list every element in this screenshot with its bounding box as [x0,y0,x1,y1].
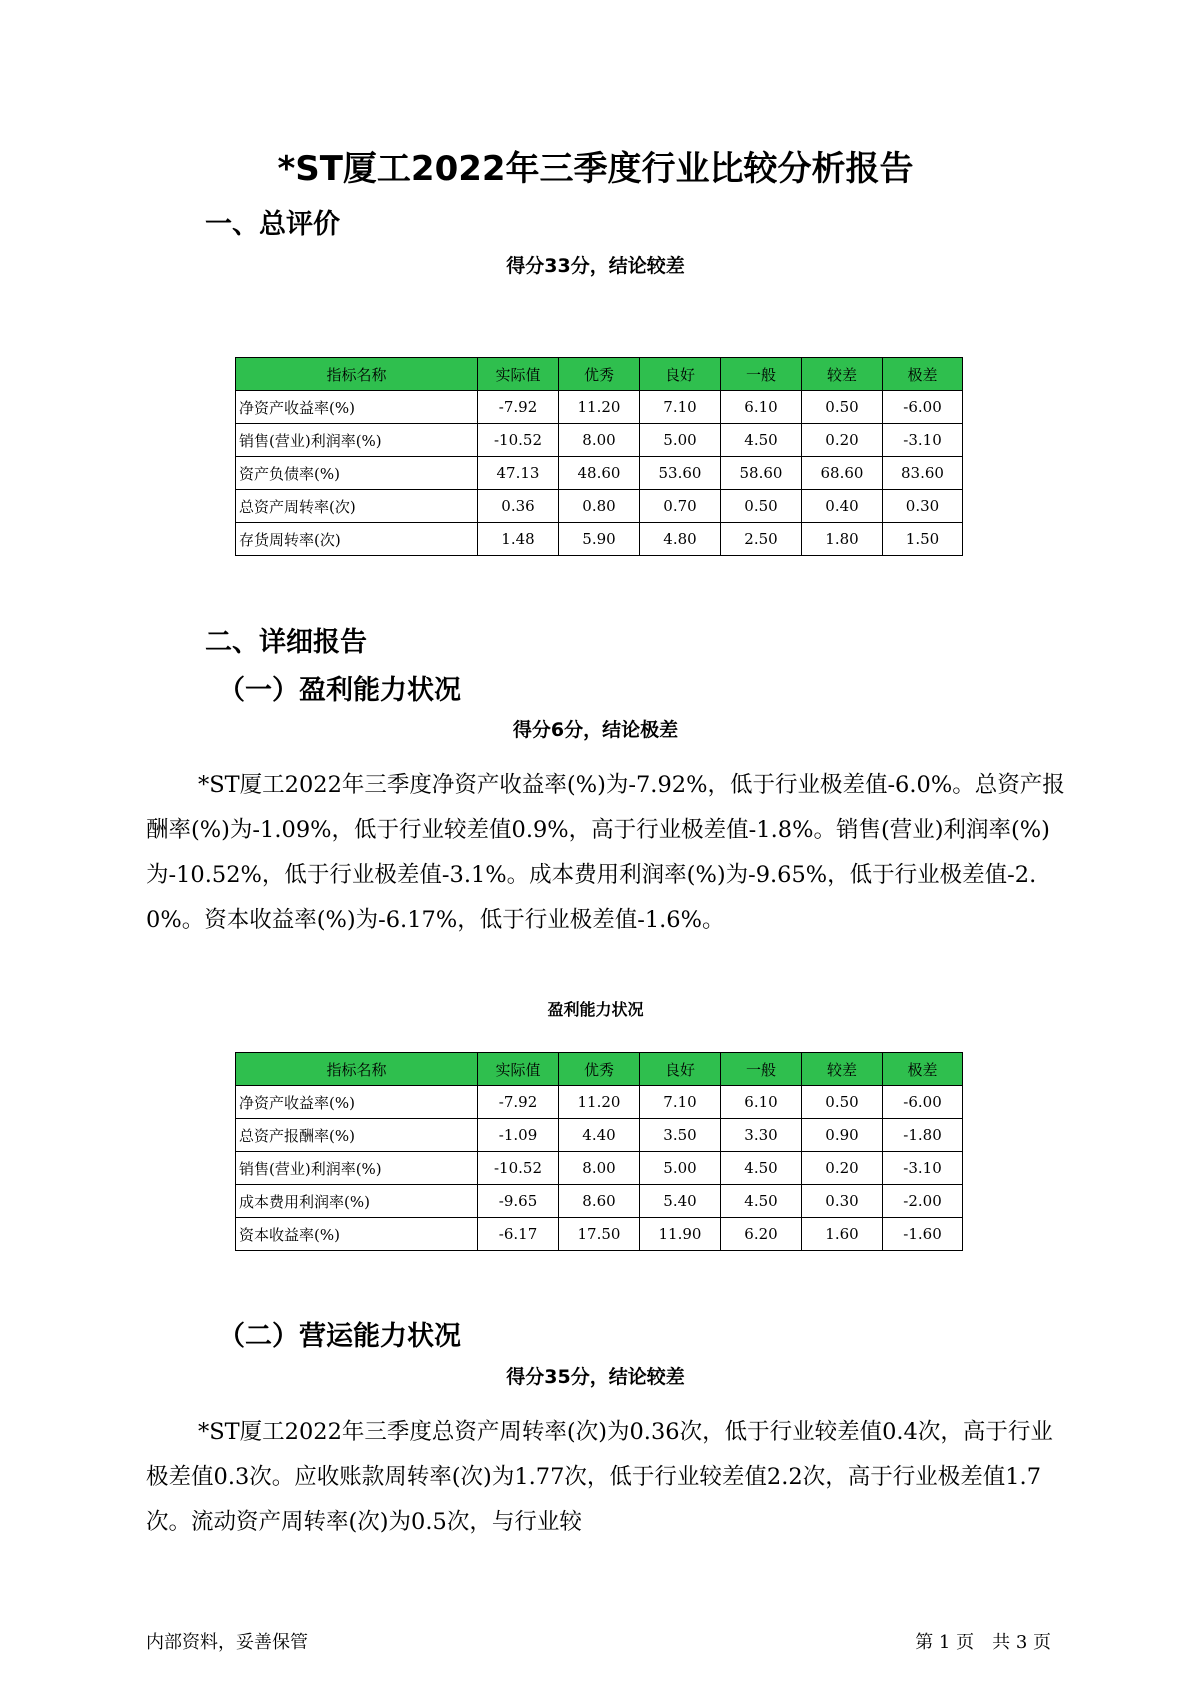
header-cell: 较差 [802,1053,883,1086]
table-cell: 7.10 [640,391,721,424]
header-cell: 优秀 [559,1053,640,1086]
header-cell: 优秀 [559,358,640,391]
header-cell: 良好 [640,1053,721,1086]
table-cell: -2.00 [883,1185,963,1218]
table-cell: 6.10 [721,1086,802,1119]
table-cell: 83.60 [883,457,963,490]
indicator-name: 销售(营业)利润率(%) [236,1152,478,1185]
table-cell: 47.13 [478,457,559,490]
indicator-name: 净资产收益率(%) [236,391,478,424]
table-cell: 2.50 [721,523,802,556]
indicator-name: 净资产收益率(%) [236,1086,478,1119]
table-cell: 6.20 [721,1218,802,1251]
table-cell: 5.00 [640,424,721,457]
table-row [236,490,963,523]
table-cell: 11.20 [559,1086,640,1119]
table-cell: 4.50 [721,1185,802,1218]
table-cell: -1.09 [478,1119,559,1152]
table-cell: 4.80 [640,523,721,556]
table-cell: 0.80 [559,490,640,523]
table-cell: -1.80 [883,1119,963,1152]
table-cell: 1.60 [802,1218,883,1251]
table-cell: 5.90 [559,523,640,556]
table-cell: 6.10 [721,391,802,424]
header-cell: 实际值 [478,1053,559,1086]
indicator-name: 资产负债率(%) [236,457,478,490]
table-cell: 3.50 [640,1119,721,1152]
header-cell: 一般 [721,358,802,391]
header-cell: 极差 [883,358,963,391]
table-cell: 0.30 [802,1185,883,1218]
table-header-row [236,358,963,391]
footer-confidential-note: 内部资料，妥善保管 [146,1632,308,1653]
table-cell: 4.40 [559,1119,640,1152]
section-heading-detail: 二、详细报告 [205,627,367,658]
table-cell: 0.50 [802,391,883,424]
table-cell: 53.60 [640,457,721,490]
table-row [236,457,963,490]
table-cell: -6.17 [478,1218,559,1251]
table-cell: 1.48 [478,523,559,556]
table-cell: 4.50 [721,1152,802,1185]
operation-score: 得分35分，结论较差 [506,1366,685,1388]
table-cell: 58.60 [721,457,802,490]
table-cell: 0.36 [478,490,559,523]
indicator-name: 总资产周转率(次) [236,490,478,523]
table-cell: 17.50 [559,1218,640,1251]
header-cell: 指标名称 [236,1053,478,1086]
header-cell: 良好 [640,358,721,391]
table-cell: 4.50 [721,424,802,457]
header-cell: 指标名称 [236,358,478,391]
indicator-name: 销售(营业)利润率(%) [236,424,478,457]
table-cell: 48.60 [559,457,640,490]
table-cell: 8.60 [559,1185,640,1218]
table-cell: 0.20 [802,1152,883,1185]
table-cell: 7.10 [640,1086,721,1119]
profit-table-caption: 盈利能力状况 [547,1000,644,1019]
table-cell: 0.70 [640,490,721,523]
table-row [236,391,963,424]
header-cell: 实际值 [478,358,559,391]
header-cell: 一般 [721,1053,802,1086]
table-cell: -10.52 [478,1152,559,1185]
header-cell: 极差 [883,1053,963,1086]
overall-score: 得分33分，结论较差 [506,255,685,277]
table-row [236,424,963,457]
table-cell: 11.90 [640,1218,721,1251]
table-row [236,1119,963,1152]
table-cell: 0.50 [721,490,802,523]
table-cell: -10.52 [478,424,559,457]
table-cell: -7.92 [478,1086,559,1119]
table-cell: -7.92 [478,391,559,424]
table-row [236,1185,963,1218]
table-row [236,1218,963,1251]
report-title: *ST厦工2022年三季度行业比较分析报告 [277,149,914,189]
table-row [236,523,963,556]
table-cell: 0.30 [883,490,963,523]
indicator-name: 成本费用利润率(%) [236,1185,478,1218]
table-cell: 1.80 [802,523,883,556]
table-cell: 0.50 [802,1086,883,1119]
table-row [236,1152,963,1185]
profit-score: 得分6分，结论极差 [512,719,679,741]
operation-paragraph: *ST厦工2022年三季度总资产周转率(次)为0.36次，低于行业较差值0.4次，高于行业极差值0.3次。应收账款周转率(次)为1.77次，低于行业较差值2.2次，高于行业极差值1.7次。流动资产周转率(次)为0.5次，与行业较 [146,1419,1053,1535]
table-cell: -1.60 [883,1218,963,1251]
table-cell: 8.00 [559,1152,640,1185]
subsection-heading-profit: （一）盈利能力状况 [218,675,461,706]
table-cell: 3.30 [721,1119,802,1152]
table-row [236,1086,963,1119]
table-cell: 0.40 [802,490,883,523]
section-heading-overall: 一、总评价 [205,209,340,240]
overall-indicator-table [235,357,963,556]
table-cell: 1.50 [883,523,963,556]
table-cell: 68.60 [802,457,883,490]
table-cell: -9.65 [478,1185,559,1218]
profit-paragraph: *ST厦工2022年三季度净资产收益率(%)为-7.92%，低于行业极差值-6.0%。总资产报酬率(%)为-1.09%，低于行业较差值0.9%，高于行业极差值-1.8%。销售(营业)利润率(%)为-10.52%，低于行业极差值-3.1%。成本费用利润率(%)为-9.65%，低于行业极差值-2.0%。资本收益率(%)为-6.17%，低于行业极差值-1.6%。 [146,772,1065,933]
table-cell: 11.20 [559,391,640,424]
table-cell: -6.00 [883,391,963,424]
table-cell: -6.00 [883,1086,963,1119]
subsection-heading-operation: （二）营运能力状况 [218,1321,461,1352]
table-cell: -3.10 [883,424,963,457]
table-header-row [236,1053,963,1086]
header-cell: 较差 [802,358,883,391]
table-cell: -3.10 [883,1152,963,1185]
profit-indicator-table [235,1052,963,1251]
table-cell: 5.00 [640,1152,721,1185]
table-cell: 0.90 [802,1119,883,1152]
table-cell: 5.40 [640,1185,721,1218]
table-cell: 8.00 [559,424,640,457]
table-cell: 0.20 [802,424,883,457]
indicator-name: 资本收益率(%) [236,1218,478,1251]
indicator-name: 总资产报酬率(%) [236,1119,478,1152]
footer-page-number: 第 1 页 共 3 页 [915,1632,1051,1653]
indicator-name: 存货周转率(次) [236,523,478,556]
